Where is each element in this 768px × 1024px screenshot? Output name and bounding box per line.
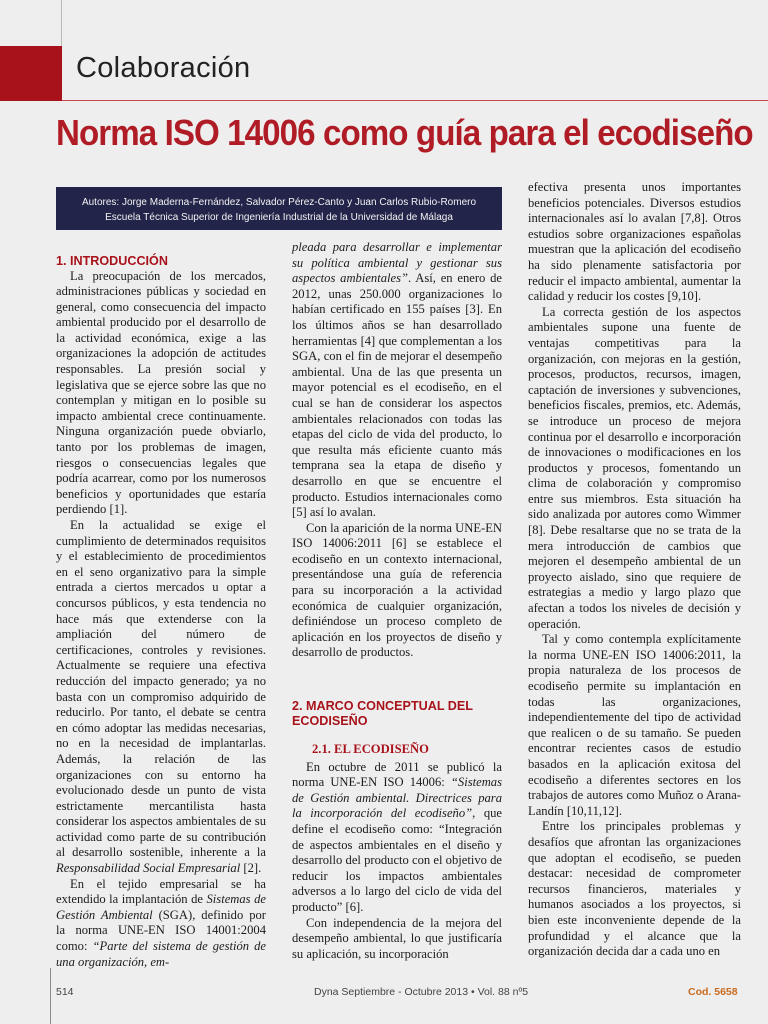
paragraph: Con la aparición de la norma UNE-EN ISO 14006:2011 [6] se establece el ecodiseño en un contexto internacional, presentándose una guía de referencia para su incorporación a la actividad económica de cualquier organización, definiéndose un proceso completo de aplicación en los proyectos de diseño y desarrollo de productos.: [292, 520, 502, 660]
page-number: 514: [56, 986, 74, 998]
article-title: Norma ISO 14006 como guía para el ecodiseño: [56, 112, 753, 153]
issue-info: Dyna Septiembre - Octubre 2013 • Vol. 88 nº5: [314, 986, 529, 998]
paragraph: Tal y como contempla explícitamente la norma UNE-EN ISO 14006:2011, la propia naturaleza de los procesos de ecodiseño permite su implantación en todas las organizaciones, independientemente del tipo de actividad que realicen o de su tamaño. Se pueden encontrar recientes casos de estudio basados en la aplicación exitosa del ecodiseño a diferentes sectores en los trabajos de autores como Muñoz o Arana-Landín [10,11,12].: [528, 632, 741, 818]
section-heading-marco-conceptual: 2. MARCO CONCEPTUAL DEL ECODISEÑO: [292, 699, 473, 728]
paragraph: Entre los principales problemas y desafíos que afrontan las organizaciones que adoptan el ecodiseño, se pueden destacar: necesidad de comprometer recursos financieros, materiales y humanos asociados a los proyectos, si bien este inconveniente depende de la profundidad y el alcance que la organización decida dar a cada uno en: [528, 819, 741, 959]
text-column-2: [292, 240, 502, 962]
text-column-3: [528, 180, 741, 960]
subsection-heading-ecodiseno: 2.1. EL ECODISEÑO: [312, 742, 429, 757]
section-label: Colaboración: [76, 52, 251, 84]
paragraph: En la actualidad se exige el cumplimiento de determinados requisitos y el establecimiento de procedimientos en el seno organizativo para la simple entrada a ciertos mercados u optar a concursos públicos, y esta tendencia no hace más que extenderse con la ampliación del número de certificaciones, controles y revisiones. Actualmente se requiere una efectiva reducción del impacto generado; ya no basta con un compromiso adquirido de reducirlo. Por tanto, el debate se centra en cómo adoptar las medidas necesarias, no en la necesidad de implantarlas. Además, la relación de las organizaciones con su entorno ha evolucionado desde un punto de vista estrictamente mercantilista hasta considerar los aspectos ambientales de su actividad como parte de su contribución al desarrollo sostenible, inherente a la Responsabilidad Social Empresarial [2].: [56, 518, 266, 876]
paragraph: La preocupación de los mercados, administraciones públicas y sociedad en general, como consecuencia del impacto ambiental producido por el desarrollo de la actividad económica, exige a las organizaciones la adopción de actitudes responsables. La presión social y legislativa que se ejerce sobre las que no contemplan y mitigan en lo posible su impacto ambiental crece continuamente. Ninguna organización puede obviarlo, tanto por los problemas de imagen, riesgos o consecuencias legales que podría acarrear, como por los numerosos beneficios y oportunidades que estaría perdiendo [1].: [56, 268, 266, 517]
paragraph: En octubre de 2011 se publicó la norma UNE-EN ISO 14006: “Sistemas de Gestión ambiental. Directrices para la incorporación del ecodiseño”, que define el ecodiseño como: “Integración de aspectos ambientales en el diseño y desarrollo del producto con el objetivo de reducir los impactos ambientales adversos a lo largo del ciclo de vida del producto” [6].: [292, 759, 503, 914]
author-box: [56, 187, 502, 230]
footer-vertical-rule: [50, 968, 51, 1024]
author-names: Autores: Jorge Maderna-Fernández, Salvador Pérez-Canto y Juan Carlos Rubio-Romero: [81, 197, 477, 208]
paragraph: En el tejido empresarial se ha extendido la implantación de Sistemas de Gestión Ambiental (SGA), definido por la norma UNE-EN ISO 14001:2004 como: “Parte del sistema de gestión de una organización, em-: [56, 876, 267, 969]
article-code: Cod. 5658: [688, 986, 738, 998]
header-rule: [62, 100, 768, 101]
paragraph: efectiva presenta unos importantes beneficios potenciales. Diversos estudios internacionales así lo avalan [7,8]. Otros estudios sobre organizaciones españolas muestran que la aplicación del ecodiseño ha sido plenamente satisfactoria por reducir el impacto ambiental, aumentar la calidad y reducir los costes [9,10].: [528, 180, 741, 304]
paragraph: pleada para desarrollar e implementar su política ambiental y gestionar sus aspectos ambientales”. Así, en enero de 2012, unas 250.000 organizaciones lo habían certificado en 155 países [3]. En los últimos años se han desarrollado herramientas [4] que complementan a los SGA, con el fin de mejorar el desempeño ambiental. Una de las que presenta un mayor potencial es el ecodiseño, en el cual se han de considerar los aspectos ambientales relacionados con todas las etapas del ciclo de vida del producto, lo que resulta más eficiente cuanto más temprana sea la etapa de diseño y desarrollo en que se encuentre el producto. Estudios internacionales como [5] así lo avalan.: [292, 240, 502, 520]
section-color-block: [0, 46, 62, 101]
paragraph: La correcta gestión de los aspectos ambientales supone una fuente de ventajas competitivas para la organización, con mejoras en la gestión, procesos, productos, recursos, imagen, captación de inversiones y subvenciones, beneficios fiscales, premios, etc. Además, se introduce un proceso de mejora continua por el desarrollo e incorporación de innovaciones o modificaciones en los productos y procesos, fomentando un clima de colaboración y compromiso entre sus miembros. Esta situación ha sido analizada por autores como Wimmer [8]. Debe resaltarse que no se trata de la mera introducción de cambios que mejoren el desempeño ambiental de un proyecto aislado, sino que requiere de estrategias a medio y largo plazo que afectan a todos los niveles de decisión y operación.: [528, 304, 741, 631]
paragraph: Con independencia de la mejora del desempeño ambiental, lo que justificaría su aplicación, su incorporación: [292, 915, 502, 961]
text-column-1: [56, 254, 266, 970]
section-heading-introduccion: 1. INTRODUCCIÓN: [56, 254, 168, 268]
author-affiliation: Escuela Técnica Superior de Ingeniería Industrial de la Universidad de Málaga: [105, 212, 453, 223]
